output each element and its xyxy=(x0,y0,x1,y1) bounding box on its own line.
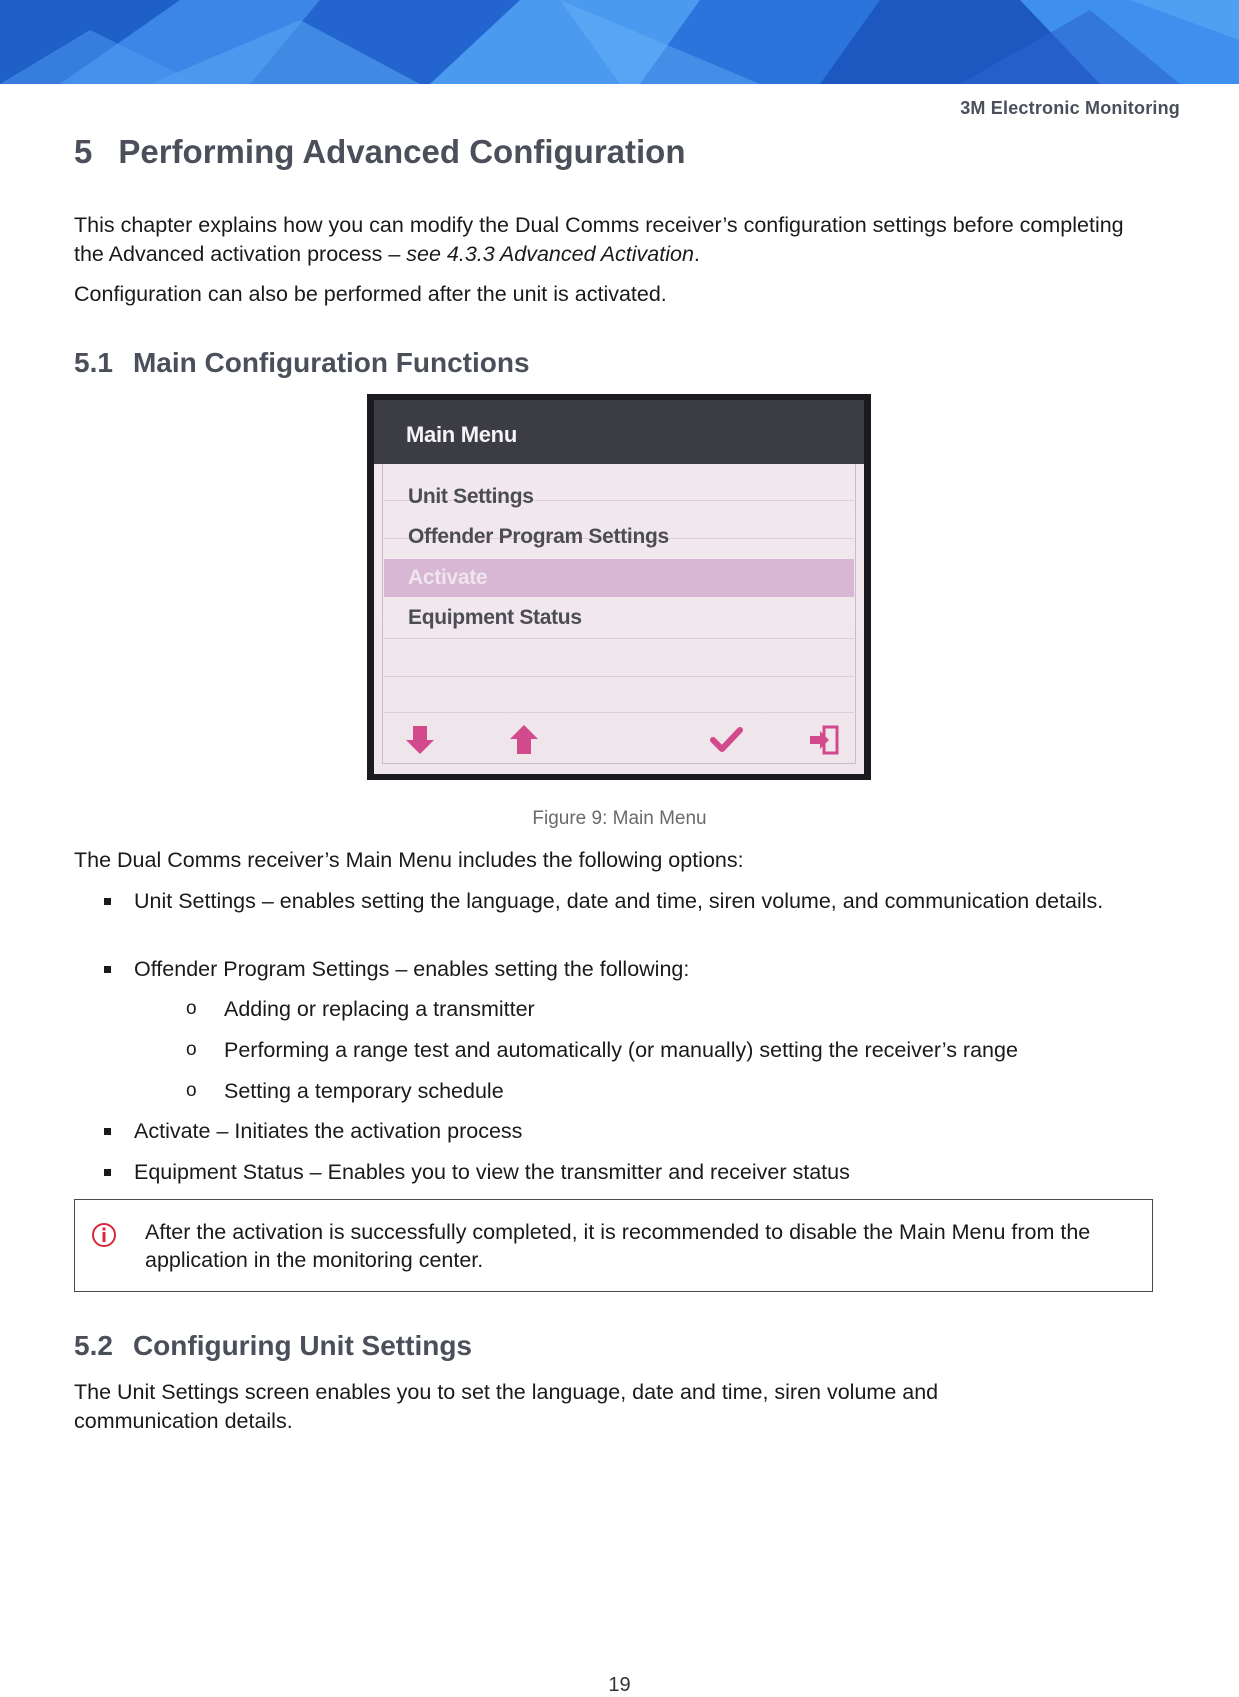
section-title: Main Configuration Functions xyxy=(132,347,530,378)
menu-divider xyxy=(384,676,854,677)
section-heading-5-2 xyxy=(74,1330,472,1362)
sub-bullet-marker: o xyxy=(186,1039,197,1060)
section-title: Configuring Unit Settings xyxy=(132,1330,472,1361)
list-item xyxy=(104,955,1144,983)
list-item xyxy=(104,887,1144,915)
menu-item-unit-settings: Unit Settings xyxy=(408,485,534,508)
header-brand: 3M Electronic Monitoring xyxy=(960,98,1180,118)
intro-paragraph-2: Configuration can also be performed after the unit is activated. xyxy=(74,282,667,306)
list-item-text: Offender Program Settings – enables setting the following: xyxy=(134,957,690,981)
down-arrow-icon xyxy=(402,722,438,758)
note-text: After the activation is successfully completed, it is recommended to disable the Main Menu from the application in the monitoring center. xyxy=(145,1220,1091,1272)
menu-divider xyxy=(384,712,854,713)
list-item-text: Activate – Initiates the activation process xyxy=(134,1119,523,1143)
device-screen xyxy=(374,400,864,774)
list-item xyxy=(104,1158,1144,1186)
sub-list-item xyxy=(186,995,1146,1023)
menu-item-offender-program-settings: Offender Program Settings xyxy=(408,525,669,548)
exit-icon xyxy=(806,722,842,758)
bullet-marker xyxy=(104,1169,111,1176)
page-number: 19 xyxy=(608,1674,631,1696)
menu-divider xyxy=(384,638,854,639)
intro-text: This chapter explains how you can modify the Dual Comms receiver’s configuration settings before completing the Advanced activation process – xyxy=(74,213,1124,266)
main-menu-figure xyxy=(367,394,871,780)
intro-paragraph xyxy=(74,211,1154,269)
bullet-marker xyxy=(104,966,111,973)
check-icon xyxy=(708,722,744,758)
figure-caption: Figure 9: Main Menu xyxy=(532,808,707,829)
sub-list-item-text: Setting a temporary schedule xyxy=(224,1079,504,1103)
intro-end: . xyxy=(693,242,700,266)
bullet-marker xyxy=(104,898,111,905)
up-arrow-icon xyxy=(506,722,542,758)
section-number: 5.2 xyxy=(74,1330,113,1361)
screen-title: Main Menu xyxy=(406,422,517,447)
bullet-marker xyxy=(104,1128,111,1135)
sub-list-item-text: Performing a range test and automatically (or manually) setting the receiver’s range xyxy=(224,1038,1018,1062)
section-5-2-paragraph: The Unit Settings screen enables you to set the language, date and time, siren volume and communication details. xyxy=(74,1380,939,1433)
sub-list-item xyxy=(186,1036,1146,1064)
list-item-text: Equipment Status – Enables you to view the transmitter and receiver status xyxy=(134,1160,850,1184)
chapter-number: 5 xyxy=(74,133,93,170)
chapter-heading xyxy=(74,133,686,171)
chapter-title: Performing Advanced Configuration xyxy=(118,133,686,170)
sub-list-item-text: Adding or replacing a transmitter xyxy=(224,997,535,1021)
info-icon xyxy=(91,1222,117,1248)
list-item-text: Unit Settings – enables setting the language, date and time, siren volume, and communication details. xyxy=(134,889,1104,913)
note-box xyxy=(74,1199,1153,1292)
sub-list-item xyxy=(186,1077,1146,1105)
options-intro: The Dual Comms receiver’s Main Menu includes the following options: xyxy=(74,848,744,872)
banner-graphic xyxy=(0,0,1239,84)
menu-item-equipment-status: Equipment Status xyxy=(408,606,582,629)
header-banner xyxy=(0,0,1239,84)
list-item xyxy=(104,1117,1144,1145)
intro-reference: see 4.3.3 Advanced Activation xyxy=(406,242,694,266)
section-heading-5-1 xyxy=(74,347,530,379)
sub-bullet-marker: o xyxy=(186,1080,197,1101)
section-number: 5.1 xyxy=(74,347,113,378)
menu-item-activate: Activate xyxy=(384,559,854,597)
sub-bullet-marker: o xyxy=(186,998,197,1019)
